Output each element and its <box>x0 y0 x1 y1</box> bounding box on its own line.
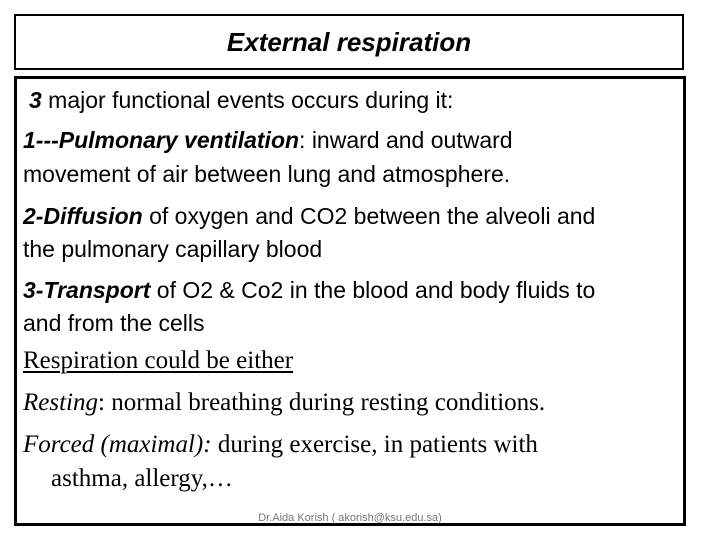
event-3-prefix: 3- <box>23 277 44 303</box>
event-1-text: : inward and outward <box>299 127 513 153</box>
respiration-heading: Respiration could be either <box>23 347 294 374</box>
event-3-line-1 <box>23 277 595 304</box>
resting-line <box>23 389 545 417</box>
forced-label: Forced (maximal): <box>23 431 212 458</box>
resting-label: Resting <box>23 389 98 416</box>
forced-text: during exercise, in patients with <box>211 431 538 458</box>
event-2-term: Diffusion <box>43 203 143 229</box>
forced-line-1 <box>23 431 538 459</box>
event-1-term: Pulmonary ventilation <box>58 127 300 153</box>
content-box <box>14 76 686 526</box>
event-3-term: Transport <box>43 277 151 303</box>
footer-credit: Dr.Aida Korish ( akorish@ksu.edu.sa) <box>258 512 442 524</box>
event-3-line-2: and from the cells <box>23 310 205 336</box>
event-2-line-1 <box>23 203 595 230</box>
forced-line-2: asthma, allergy,… <box>51 465 233 492</box>
event-1-line-1 <box>23 127 513 154</box>
intro-line <box>29 87 453 114</box>
resting-text: : normal breathing during resting conditions. <box>98 389 546 416</box>
event-1-prefix: 1--- <box>23 127 59 153</box>
event-1-line-2: movement of air between lung and atmosphere. <box>23 161 511 187</box>
event-2-line-2: the pulmonary capillary blood <box>23 236 323 262</box>
title-box <box>14 14 684 70</box>
event-3-text: of O2 & Co2 in the blood and body fluids to <box>150 277 596 303</box>
intro-text: major functional events occurs during it: <box>41 87 454 113</box>
slide-title: External respiration <box>226 26 472 57</box>
event-2-prefix: 2- <box>23 203 44 229</box>
event-2-text: of oxygen and CO2 between the alveoli and <box>142 203 596 229</box>
intro-number: 3 <box>29 87 42 113</box>
